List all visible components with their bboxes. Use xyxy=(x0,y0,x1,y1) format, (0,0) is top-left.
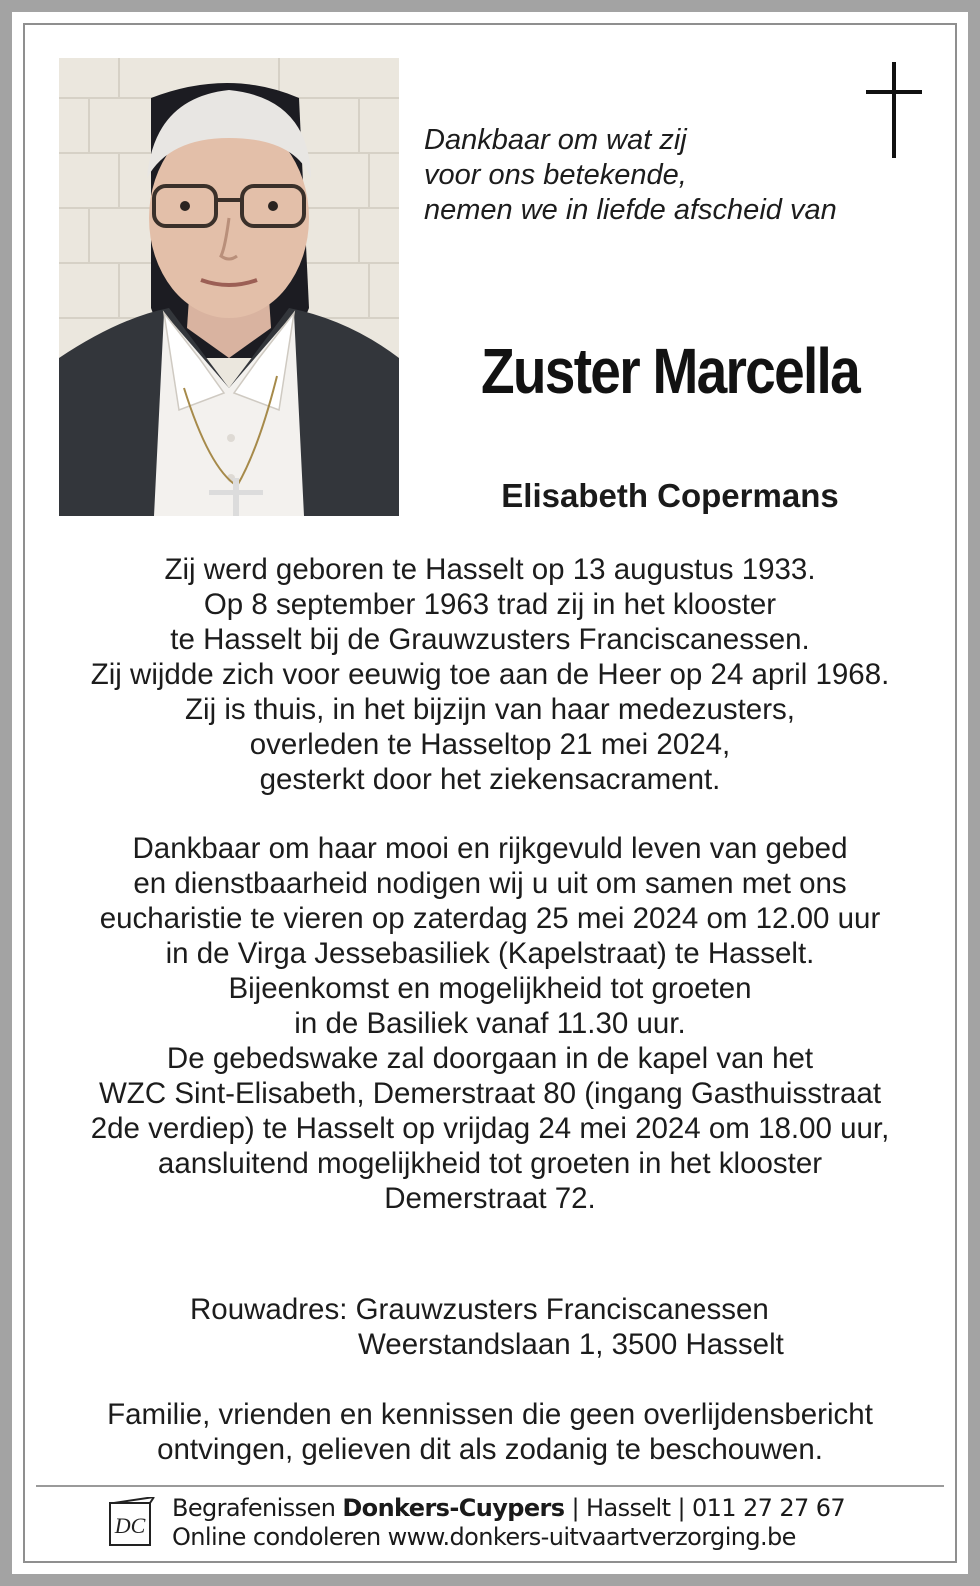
footer-divider xyxy=(36,1485,944,1487)
online-condolence-link[interactable]: Online condoleren www.donkers-uitvaartverzorging.be xyxy=(172,1523,796,1551)
family-note-line: ontvingen, gelieven dit als zodanig te beschouwen. xyxy=(157,1433,823,1466)
funeral-home-phone: 011 27 27 67 xyxy=(691,1494,846,1522)
ceremony-line: Bijeenkomst en mogelijkheid tot groeten xyxy=(228,972,752,1005)
biography-line: gesterkt door het ziekensacrament. xyxy=(259,763,721,796)
logo-initials: DC xyxy=(114,1513,146,1538)
biography-line: Zij werd geboren te Hasselt op 13 augustus 1933. xyxy=(164,553,816,586)
ceremony-line: en dienstbaarheid nodigen wij u uit om samen met ons xyxy=(133,867,847,900)
intro-line: Dankbaar om wat zij xyxy=(424,124,687,156)
family-note-line: Familie, vrienden en kennissen die geen overlijdensbericht xyxy=(107,1398,873,1431)
biography-line: Zij is thuis, in het bijzijn van haar medezusters, xyxy=(185,693,795,726)
ceremony-line: 2de verdiep) te Hasselt op vrijdag 24 mei 2024 om 18.00 uur, xyxy=(90,1112,890,1145)
portrait-photo xyxy=(59,58,399,516)
funeral-home-city: Hasselt xyxy=(586,1494,671,1522)
intro-line: nemen we in liefde afscheid van xyxy=(424,194,837,226)
ceremony-line: Dankbaar om haar mooi en rijkgevuld leven van gebed xyxy=(132,832,848,865)
funeral-home-logo xyxy=(108,1497,156,1547)
mourning-address-line1: Rouwadres: Grauwzusters Franciscanessen xyxy=(190,1293,769,1326)
civil-name: Elisabeth Copermans xyxy=(501,477,839,514)
ceremony-line: Demerstraat 72. xyxy=(384,1182,596,1215)
ceremony-line: in de Basiliek vanaf 11.30 uur. xyxy=(294,1007,686,1040)
ceremony-line: WZC Sint-Elisabeth, Demerstraat 80 (ingang Gasthuisstraat xyxy=(98,1077,882,1110)
ceremony-text xyxy=(40,831,940,1216)
footer-separator: | xyxy=(564,1494,587,1522)
intro-text xyxy=(424,123,904,228)
biography-line: Zij wijdde zich voor eeuwig toe aan de Heer op 24 april 1968. xyxy=(90,658,890,691)
biography-line: Op 8 september 1963 trad zij in het klooster xyxy=(203,588,777,621)
funeral-home-line xyxy=(172,1494,845,1523)
mourning-address-line2: Weerstandslaan 1, 3500 Hasselt xyxy=(358,1328,784,1361)
ceremony-line: eucharistie te vieren op zaterdag 25 mei 2024 om 12.00 uur xyxy=(99,902,881,935)
funeral-home-name: Donkers-Cuypers xyxy=(342,1494,565,1522)
footer-prefix: Begrafenissen xyxy=(172,1494,343,1522)
biography-text xyxy=(40,552,940,797)
biography-line: overleden te Hasseltop 21 mei 2024, xyxy=(249,728,731,761)
family-note xyxy=(40,1397,940,1467)
ceremony-line: in de Virga Jessebasiliek (Kapelstraat) te Hasselt. xyxy=(165,937,815,970)
religious-name: Zuster Marcella xyxy=(481,335,859,407)
funeral-home-footer xyxy=(172,1494,845,1552)
ceremony-line: aansluitend mogelijkheid tot groeten in het klooster xyxy=(157,1147,823,1180)
footer-separator: | xyxy=(670,1494,692,1522)
biography-line: te Hasselt bij de Grauwzusters Franciscanessen. xyxy=(170,623,810,656)
intro-line: voor ons betekende, xyxy=(424,159,687,191)
ceremony-line: De gebedswake zal doorgaan in de kapel van het xyxy=(166,1042,814,1075)
